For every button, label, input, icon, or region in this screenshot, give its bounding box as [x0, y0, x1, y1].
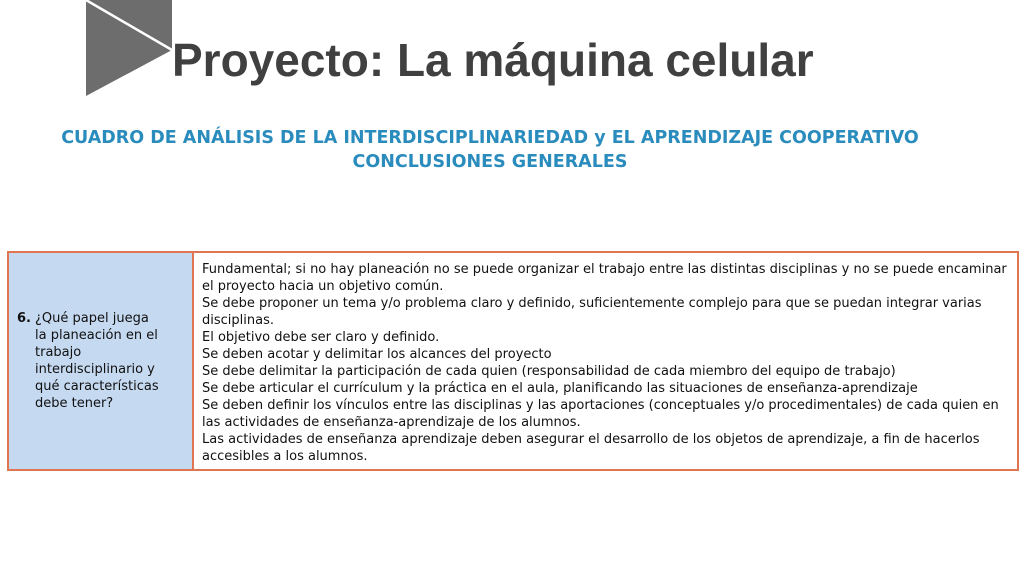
question-text: ¿Qué papel juega la planeación en el trabajo interdisciplinario y qué características debe tener?	[35, 311, 159, 411]
answer-line: Se debe articular el currículum y la práctica en el aula, planificando las situaciones de enseñanza-aprendizaje	[202, 381, 918, 396]
answer-line: Se deben definir los vínculos entre las disciplinas y las aportaciones (conceptuales y/o procedimentales) de cada quien en las actividades de enseñanza-aprendizaje de los alumnos.	[202, 398, 999, 430]
answer-line: Se debe delimitar la participación de cada quien (responsabilidad de cada miembro del equipo de trabajo)	[202, 364, 896, 379]
slide-title: Proyecto: La máquina celular	[172, 34, 814, 86]
subtitle-line-2: CONCLUSIONES GENERALES	[352, 152, 628, 172]
question-cell	[9, 253, 194, 469]
analysis-table	[7, 251, 1019, 471]
subtitle-line-1: CUADRO DE ANÁLISIS DE LA INTERDISCIPLINARIEDAD y EL APRENDIZAJE COOPERATIVO	[61, 128, 919, 148]
answer-line: Se deben acotar y delimitar los alcances del proyecto	[202, 347, 552, 362]
logo-triangle-icon	[84, 0, 174, 96]
question-number: 6.	[17, 311, 31, 326]
answer-cell	[194, 253, 1017, 469]
answer-line: Se debe proponer un tema y/o problema claro y definido, suficientemente complejo para que se puedan integrar varias disciplinas.	[202, 296, 982, 328]
answer-line: Las actividades de enseñanza aprendizaje deben asegurar el desarrollo de los objetos de aprendizaje, a fin de hacerlos accesibles a los alumnos.	[202, 432, 980, 464]
answer-line: Fundamental; si no hay planeación no se puede organizar el trabajo entre las distintas disciplinas y no se puede encaminar el proyecto hacia un objetivo común.	[202, 262, 1007, 294]
answer-line: El objetivo debe ser claro y definido.	[202, 330, 440, 345]
slide-subtitle	[40, 126, 940, 174]
